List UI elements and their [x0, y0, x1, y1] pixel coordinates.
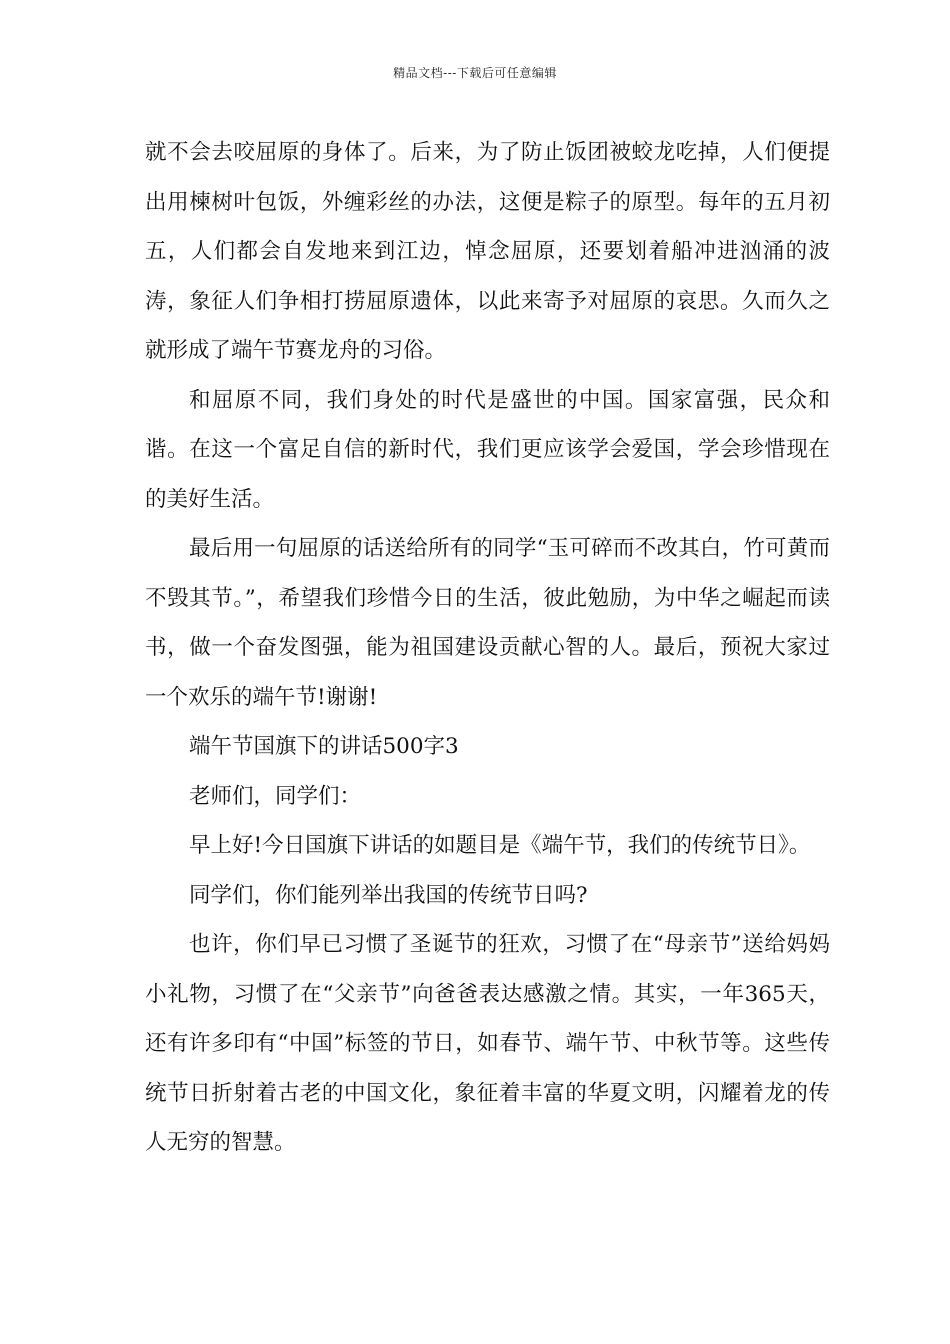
paragraph: 同学们，你们能列举出我国的传统节日吗? — [189, 882, 588, 908]
paragraph-continuation: 就不会去咬屈原的身体了。后来，为了防止饭团被蛟龙吃掉，人们便提出用楝树叶包饭，外缠彩丝的办法，这便是粽子的原型。每年的五月初五，人们都会自发地来到江边，悼念屈原，还要划着船冲进汹涌的波涛，象征人们争相打捞屈原遗体，以此来寄予对屈原的哀思。久而久之就形成了端午节赛龙舟的习俗。 — [145, 140, 830, 363]
paragraph: 和屈原不同，我们身处的时代是盛世的中国。国家富强，民众和谐。在这一个富足自信的新时代，我们更应该学会爱国，学会珍惜现在的美好生活。 — [145, 387, 830, 512]
document-body — [145, 128, 830, 1168]
page-header: 精品文档---下载后可任意编辑 — [393, 66, 557, 80]
salutation: 老师们，同学们： — [189, 783, 362, 809]
section-title: 端午节国旗下的讲话500字3 — [189, 734, 459, 759]
paragraph: 最后用一句屈原的话送给所有的同学“玉可碎而不改其白，竹可黄而不毁其节。”，希望我们珍惜今日的生活，彼此勉励，为中华之崛起而读书，做一个奋发图强，能为祖国建设贡献心智的人。最后，预祝大家过一个欢乐的端午节!谢谢! — [145, 536, 830, 710]
paragraph: 也许，你们早已习惯了圣诞节的狂欢，习惯了在“母亲节”送给妈妈小礼物，习惯了在“父亲节”向爸爸表达感激之情。其实，一年365天，还有许多印有“中国”标签的节日，如春节、端午节、中秋节等。这些传统节日折射着古老的中国文化，象征着丰富的华夏文明，闪耀着龙的传人无穷的智慧。 — [145, 932, 830, 1155]
paragraph: 早上好!今日国旗下讲话的如题目是《端午节，我们的传统节日》。 — [189, 833, 811, 858]
